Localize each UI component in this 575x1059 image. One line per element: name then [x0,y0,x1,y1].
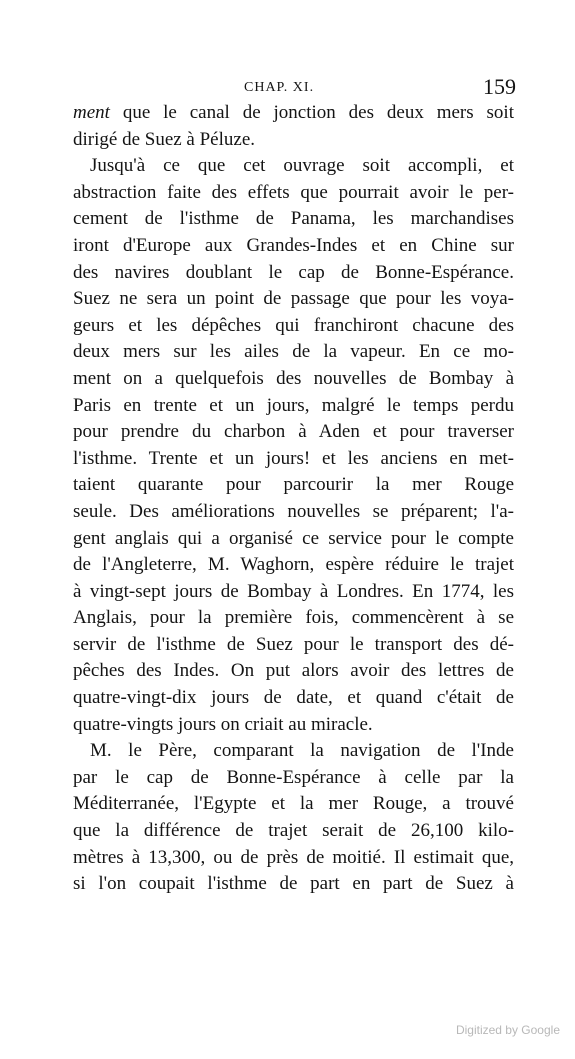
text-line: Jusqu'à ce que cet ouvrage soit accompli, et [90,155,514,177]
text-line: geurs et les dépêches qui franchiront chacune des [73,314,514,336]
text-line [73,100,514,127]
text-line: Anglais, pour la première fois, commencèrent à se [73,607,514,629]
text-line: pour prendre du charbon à Aden et pour traverser [73,421,514,443]
italic-word: ment [73,102,110,123]
text-line: dirigé de Suez à Péluze. [73,128,256,150]
text-line: pêches des Indes. On put alors avoir des lettres de [73,660,514,682]
text-line: M. le Père, comparant la navigation de l'Inde [90,740,514,762]
text-line: cement de l'isthme de Panama, les marchandises [73,208,514,230]
chapter-heading: CHAP. XI. [244,80,315,95]
text-line: taient quarante pour parcourir la mer Rouge [73,474,514,496]
text-line: abstraction faite des effets que pourrait avoir le per- [73,181,514,203]
text-line: seule. Des améliorations nouvelles se préparent; l'a- [73,500,514,522]
text-line: à vingt-sept jours de Bombay à Londres. En 1774, les [73,580,514,602]
digitized-watermark: Digitized by Google [455,1023,560,1037]
text-line: par le cap de Bonne-Espérance à celle par la [73,766,514,788]
text-line: quatre-vingts jours on criait au miracle. [73,713,373,735]
text-line: Paris en trente et un jours, malgré le temps perdu [73,394,514,416]
text-line: iront d'Europe aux Grandes-Indes et en Chine sur [73,234,514,256]
line-text: que le canal de jonction des deux mers soit [109,102,514,123]
text-line: servir de l'isthme de Suez pour le transport des dé- [73,633,514,655]
text-line: Méditerranée, l'Egypte et la mer Rouge, a trouvé [73,793,514,815]
text-line: mètres à 13,300, ou de près de moitié. Il estimait que, [73,846,514,868]
text-line: quatre-vingt-dix jours de date, et quand c'était de [73,687,514,709]
running-head [76,76,516,100]
text-line: si l'on coupait l'isthme de part en part de Suez à [73,873,514,895]
text-line: des navires doublant le cap de Bonne-Espérance. [73,261,514,283]
page-number: 159 [483,74,516,99]
text-line: Suez ne sera un point de passage que pour les voya- [73,288,514,310]
text-line: de l'Angleterre, M. Waghorn, espère réduire le trajet [73,554,514,576]
text-line: que la différence de trajet serait de 26,100 kilo- [73,820,514,842]
text-line: gent anglais qui a organisé ce service pour le compte [73,527,514,549]
body-text [73,100,514,898]
text-line: ment on a quelquefois des nouvelles de Bombay à [73,367,514,389]
text-line: l'isthme. Trente et un jours! et les anciens en met- [73,447,514,469]
text-line: deux mers sur les ailes de la vapeur. En ce mo- [73,341,514,363]
